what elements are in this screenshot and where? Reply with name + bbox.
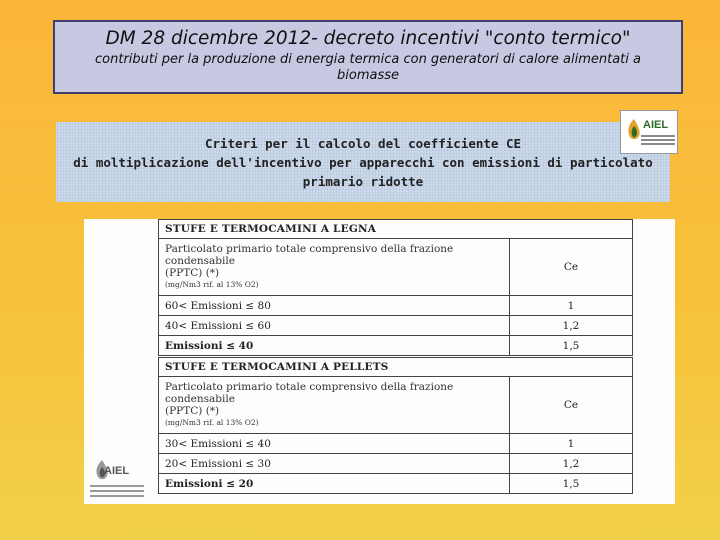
criteria-line-2: di moltiplicazione dell'incentivo per apparecchi con emissioni di particolato <box>73 155 653 170</box>
row-value: 1,5 <box>510 336 633 356</box>
page-title: DM 28 dicembre 2012- decreto incentivi "conto termico" <box>105 28 631 49</box>
row-label: 30< Emissioni ≤ 40 <box>159 434 510 454</box>
row-label: 40< Emissioni ≤ 60 <box>159 316 510 336</box>
column-header-ce: Ce <box>510 377 633 434</box>
table-heading: STUFE E TERMOCAMINI A PELLETS <box>159 358 633 377</box>
column-header-ce: Ce <box>510 239 633 296</box>
row-value: 1,5 <box>510 474 633 494</box>
criteria-text <box>56 134 670 191</box>
table-row <box>159 316 633 336</box>
table-desc: Particolato primario totale comprensivo della frazione condensabile (PPTC) (*) (mg/Nm3 rif. al 13% O2) <box>159 239 510 296</box>
row-value: 1 <box>510 434 633 454</box>
title-box <box>53 20 683 94</box>
aiel-logo-text: AIEL <box>643 119 669 131</box>
criteria-line-1: Criteri per il calcolo del coefficiente CE <box>204 136 522 151</box>
table-legna <box>158 219 633 356</box>
row-label: 60< Emissioni ≤ 80 <box>159 296 510 316</box>
row-label: Emissioni ≤ 20 <box>159 474 510 494</box>
table-row <box>159 336 633 356</box>
criteria-box <box>56 122 670 202</box>
row-label: Emissioni ≤ 40 <box>159 336 510 356</box>
row-value: 1,2 <box>510 316 633 336</box>
criteria-line-3: primario ridotte <box>302 174 424 189</box>
table-row <box>159 454 633 474</box>
table-desc: Particolato primario totale comprensivo della frazione condensabile (PPTC) (*) (mg/Nm3 rif. al 13% O2) <box>159 377 510 434</box>
row-value: 1 <box>510 296 633 316</box>
table-heading: STUFE E TERMOCAMINI A LEGNA <box>159 220 633 239</box>
logo-fine-print <box>90 485 144 500</box>
scanned-document <box>84 219 675 504</box>
aiel-logo-bottom <box>86 459 148 505</box>
table-row <box>159 474 633 494</box>
aiel-logo-text: AIEL <box>104 465 130 477</box>
table-pellets <box>158 357 633 494</box>
row-value: 1,2 <box>510 454 633 474</box>
logo-fine-print <box>641 135 675 147</box>
table-row <box>159 296 633 316</box>
row-label: 20< Emissioni ≤ 30 <box>159 454 510 474</box>
page-subtitle: contributi per la produzione di energia termica con generatori di calore alimentati a biomasse <box>95 52 641 83</box>
aiel-logo-top <box>620 110 678 154</box>
table-row <box>159 434 633 454</box>
